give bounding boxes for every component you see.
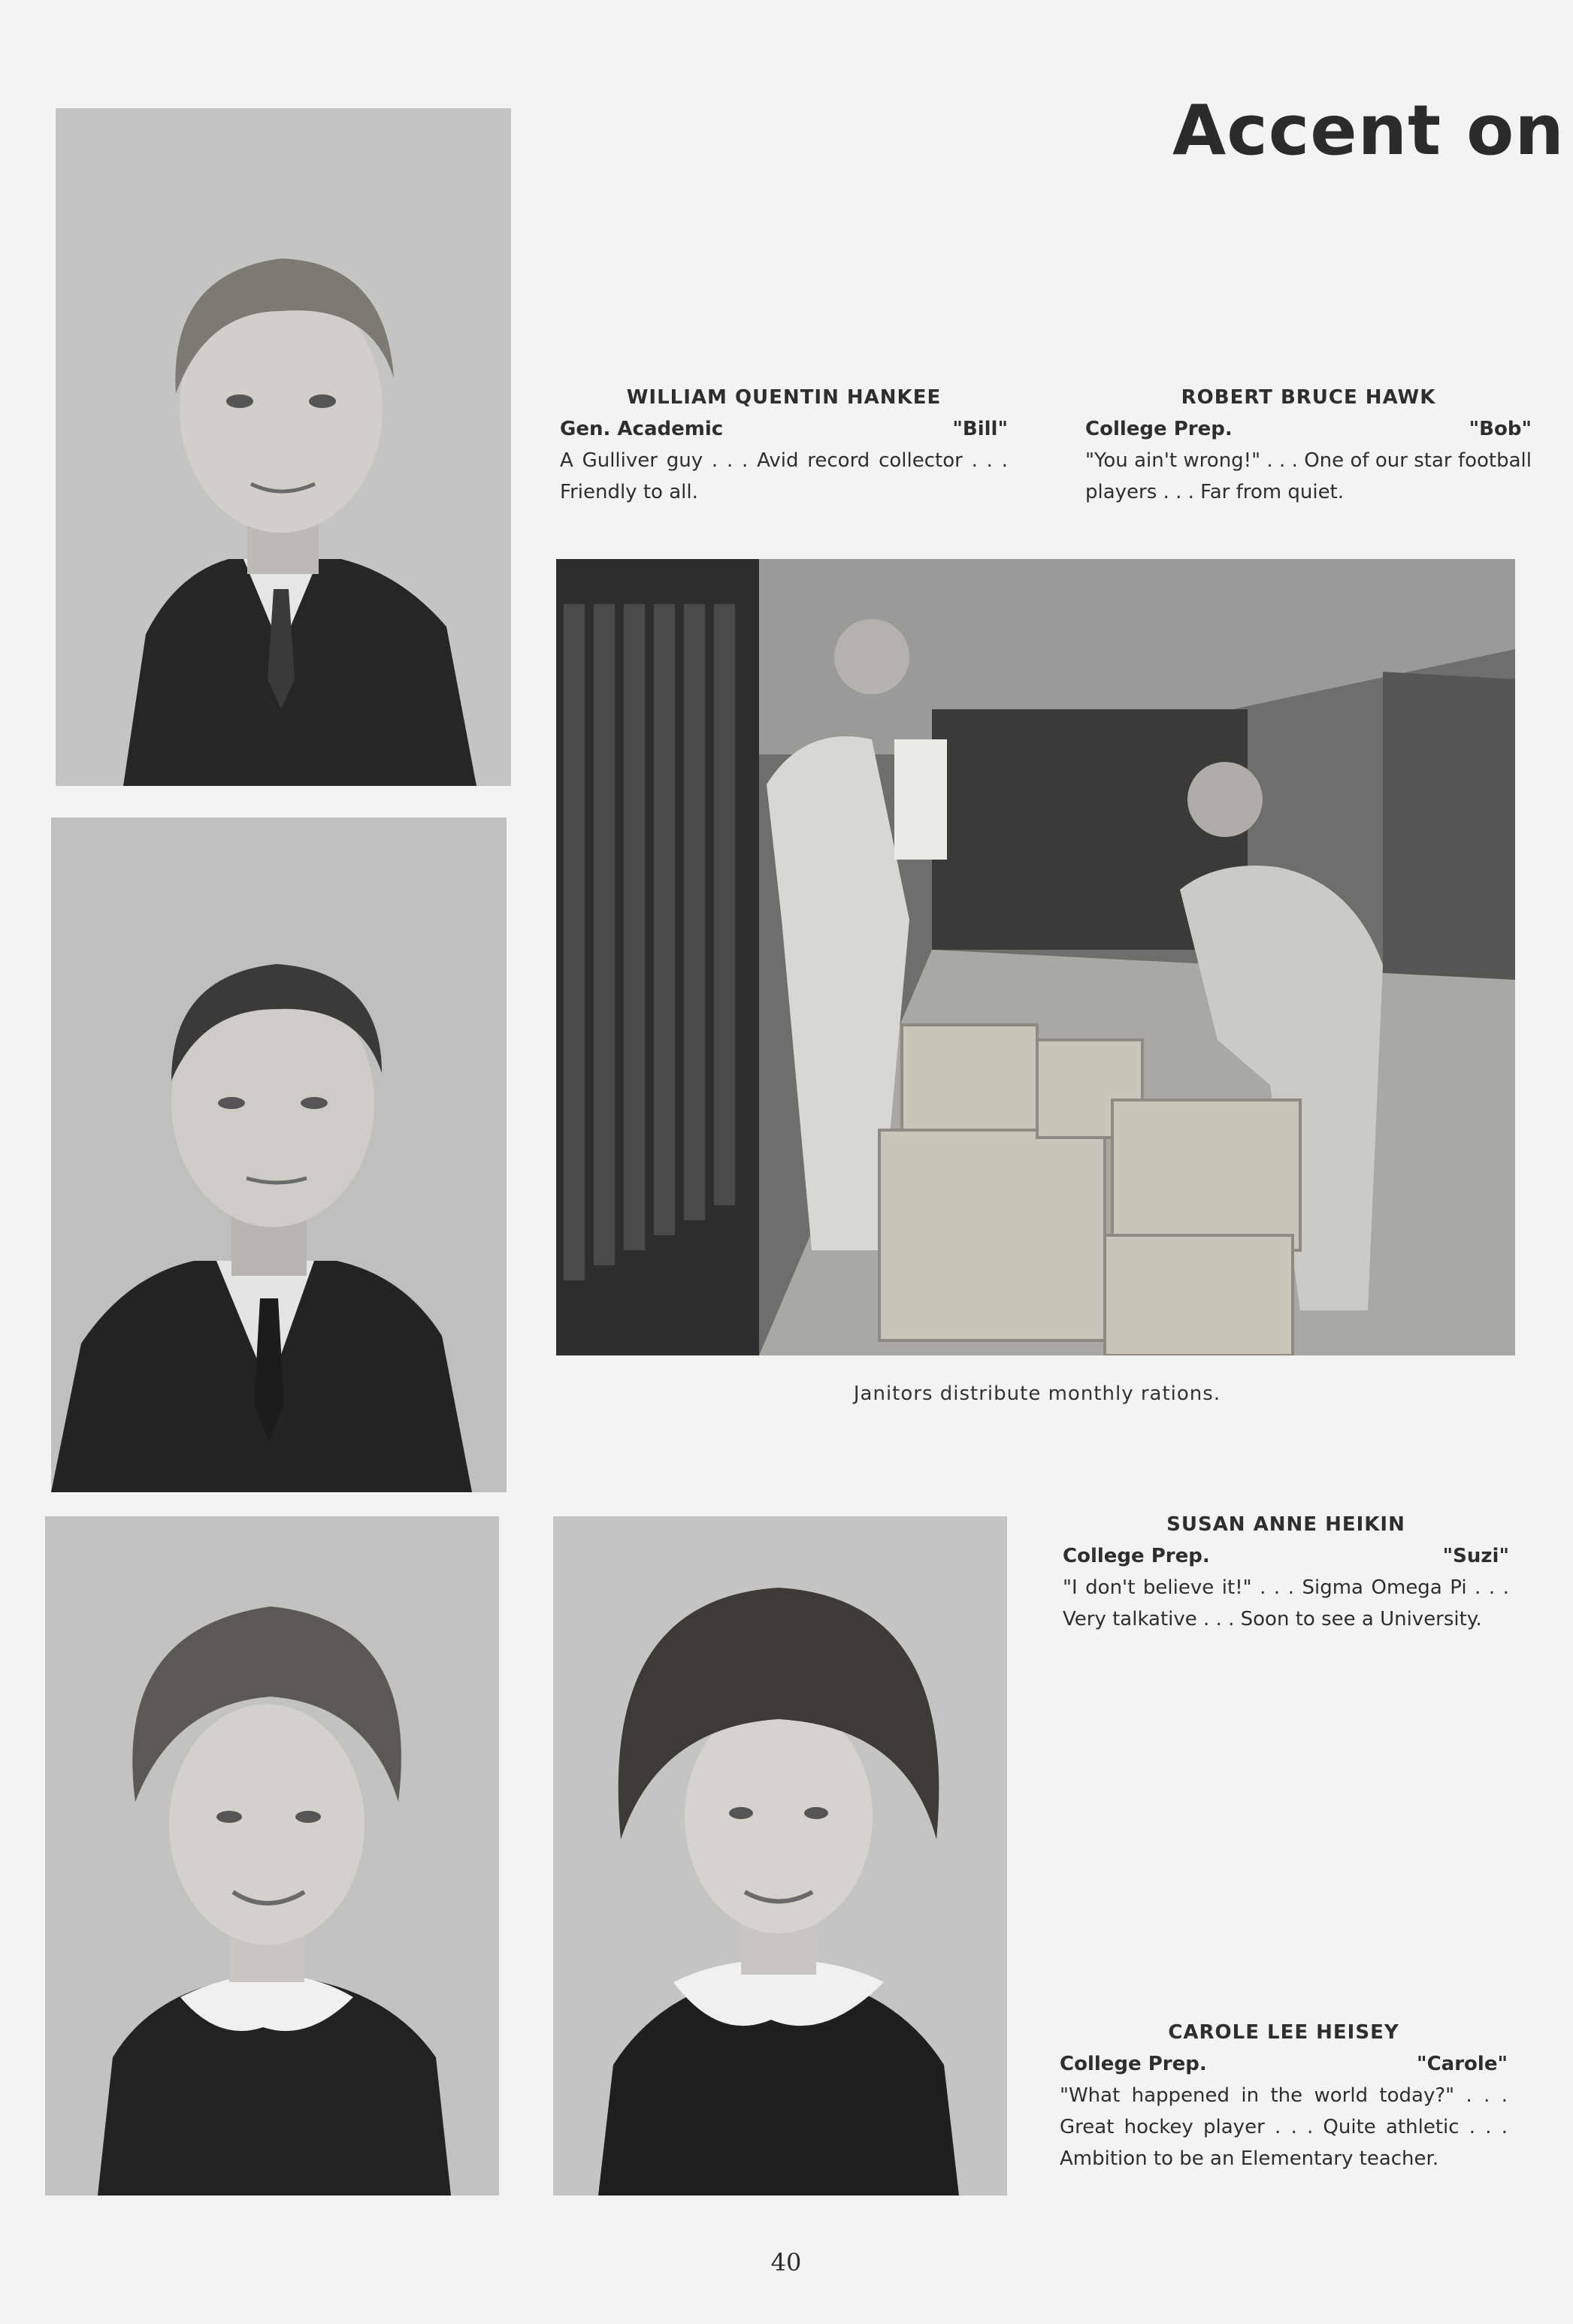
bio-carole-heisey [1060, 2017, 1508, 2174]
senior-name: WILLIAM QUENTIN HANKEE [626, 386, 942, 409]
senior-name: SUSAN ANNE HEIKIN [1166, 1513, 1405, 1536]
bio-susan-heikin [1063, 1509, 1509, 1635]
nickname-label: "Carole" [1417, 2053, 1508, 2075]
course-label: College Prep. [1063, 1545, 1210, 1567]
nickname-label: "Bob" [1469, 418, 1532, 440]
portrait-william-hankee [56, 108, 511, 786]
nickname-label: "Bill" [952, 418, 1008, 440]
senior-description: "You ain't wrong!" . . . One of our star football players . . . Far from quiet. [1085, 449, 1532, 503]
course-row [1060, 2048, 1508, 2080]
page-number: 40 [770, 2248, 802, 2277]
senior-name: CAROLE LEE HEISEY [1168, 2021, 1399, 2044]
course-row [1085, 413, 1532, 445]
photo-caption: Janitors distribute monthly rations. [853, 1383, 1221, 1405]
bio-robert-hawk [1085, 382, 1532, 508]
senior-description: "What happened in the world today?" . . . Great hockey player . . . Quite athletic . . . Ambition to be an Elementary teacher. [1060, 2084, 1508, 2170]
portrait-carole-heisey [553, 1516, 1007, 2196]
course-label: College Prep. [1060, 2053, 1207, 2075]
course-row [560, 413, 1008, 445]
bio-william-hankee [560, 382, 1008, 508]
senior-description: A Gulliver guy . . . Avid record collector . . . Friendly to all. [560, 449, 1008, 503]
page-heading: Accent on [1172, 90, 1565, 171]
portrait-susan-heikin [45, 1516, 499, 2196]
course-row [1063, 1540, 1509, 1572]
janitors-photo [556, 559, 1515, 1355]
senior-description: "I don't believe it!" . . . Sigma Omega Pi . . . Very talkative . . . Soon to see a University. [1063, 1576, 1509, 1630]
nickname-label: "Suzi" [1442, 1545, 1509, 1567]
course-label: Gen. Academic [560, 418, 724, 440]
senior-name: ROBERT BRUCE HAWK [1181, 386, 1436, 409]
portrait-robert-hawk [51, 817, 507, 1492]
course-label: College Prep. [1085, 418, 1233, 440]
